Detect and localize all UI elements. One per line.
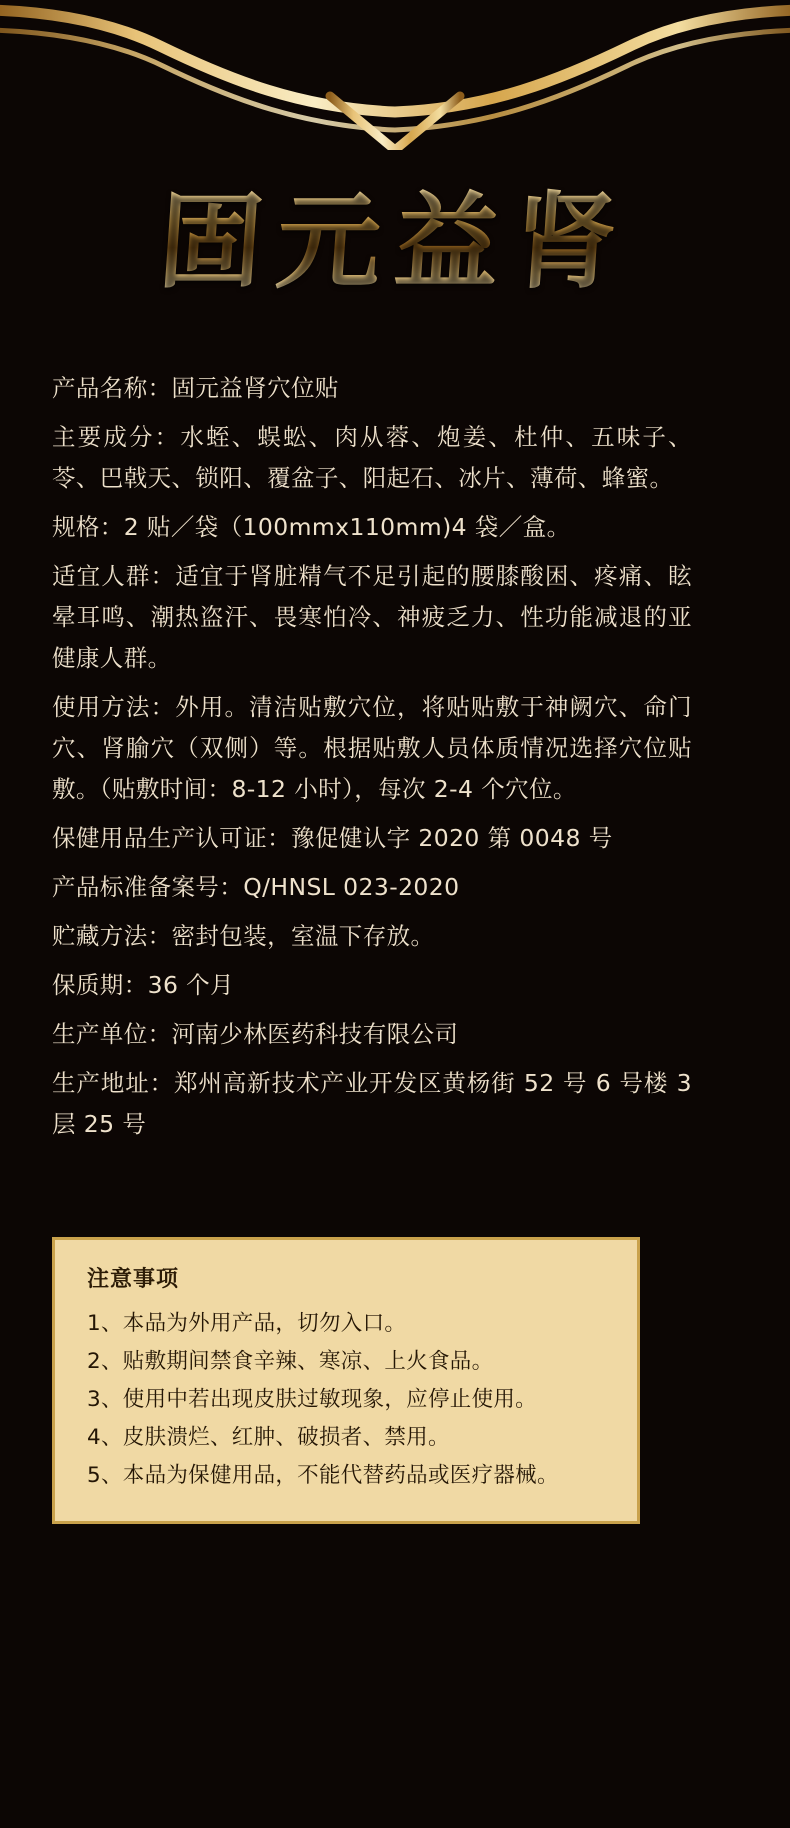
detail-shelf-life: 保质期：36 个月 xyxy=(52,971,234,999)
notice-title: 注意事项 xyxy=(87,1267,180,1292)
detail-storage: 贮藏方法：密封包装，室温下存放。 xyxy=(52,922,435,950)
notice-item-3: 3、使用中若出现皮肤过敏现象，应停止使用。 xyxy=(87,1387,537,1412)
detail-manufacturer: 生产单位：河南少林医药科技有限公司 xyxy=(52,1020,459,1048)
detail-target-users: 适宜人群：适宜于肾脏精气不足引起的腰膝酸困、疼痛、眩晕耳鸣、潮热盗汗、畏寒怕冷、神疲乏力、性功能减退的亚健康人群。 xyxy=(52,562,692,672)
gold-ribbon-decoration xyxy=(0,0,790,150)
notice-item-4: 4、皮肤溃烂、红肿、破损者、禁用。 xyxy=(87,1425,450,1450)
detail-standard-code: 产品标准备案号：Q/HNSL 023-2020 xyxy=(52,873,460,901)
product-title-wrap xyxy=(0,180,790,303)
notice-box xyxy=(52,1237,640,1524)
notice-item-1: 1、本品为外用产品，切勿入口。 xyxy=(87,1311,407,1336)
detail-specification: 规格：2 贴／袋（100mmx110mm)4 袋／盒。 xyxy=(52,513,571,541)
notice-item-2: 2、贴敷期间禁食辛辣、寒凉、上火食品。 xyxy=(87,1349,494,1374)
detail-address: 生产地址：郑州高新技术产业开发区黄杨街 52 号 6 号楼 3 层 25 号 xyxy=(52,1069,692,1138)
product-details-list xyxy=(52,368,692,1145)
detail-ingredients: 主要成分：水蛭、蜈蚣、肉从蓉、炮姜、杜仲、五味子、苓、巴戟天、锁阳、覆盆子、阳起石、冰片、薄荷、蜂蜜。 xyxy=(52,423,692,492)
notice-item-5: 5、本品为保健用品，不能代替药品或医疗器械。 xyxy=(87,1463,559,1488)
detail-product-name: 产品名称：固元益肾穴位贴 xyxy=(52,374,339,402)
detail-license-number: 保健用品生产认可证：豫促健认字 2020 第 0048 号 xyxy=(52,824,613,852)
detail-usage: 使用方法：外用。清洁贴敷穴位，将贴贴敷于神阙穴、命门穴、肾腧穴（双侧）等。根据贴敷人员体质情况选择穴位贴敷。（贴敷时间：8-12 小时），每次 2-4 个穴位。 xyxy=(52,693,692,803)
page-title: 固元益肾 xyxy=(154,180,636,303)
